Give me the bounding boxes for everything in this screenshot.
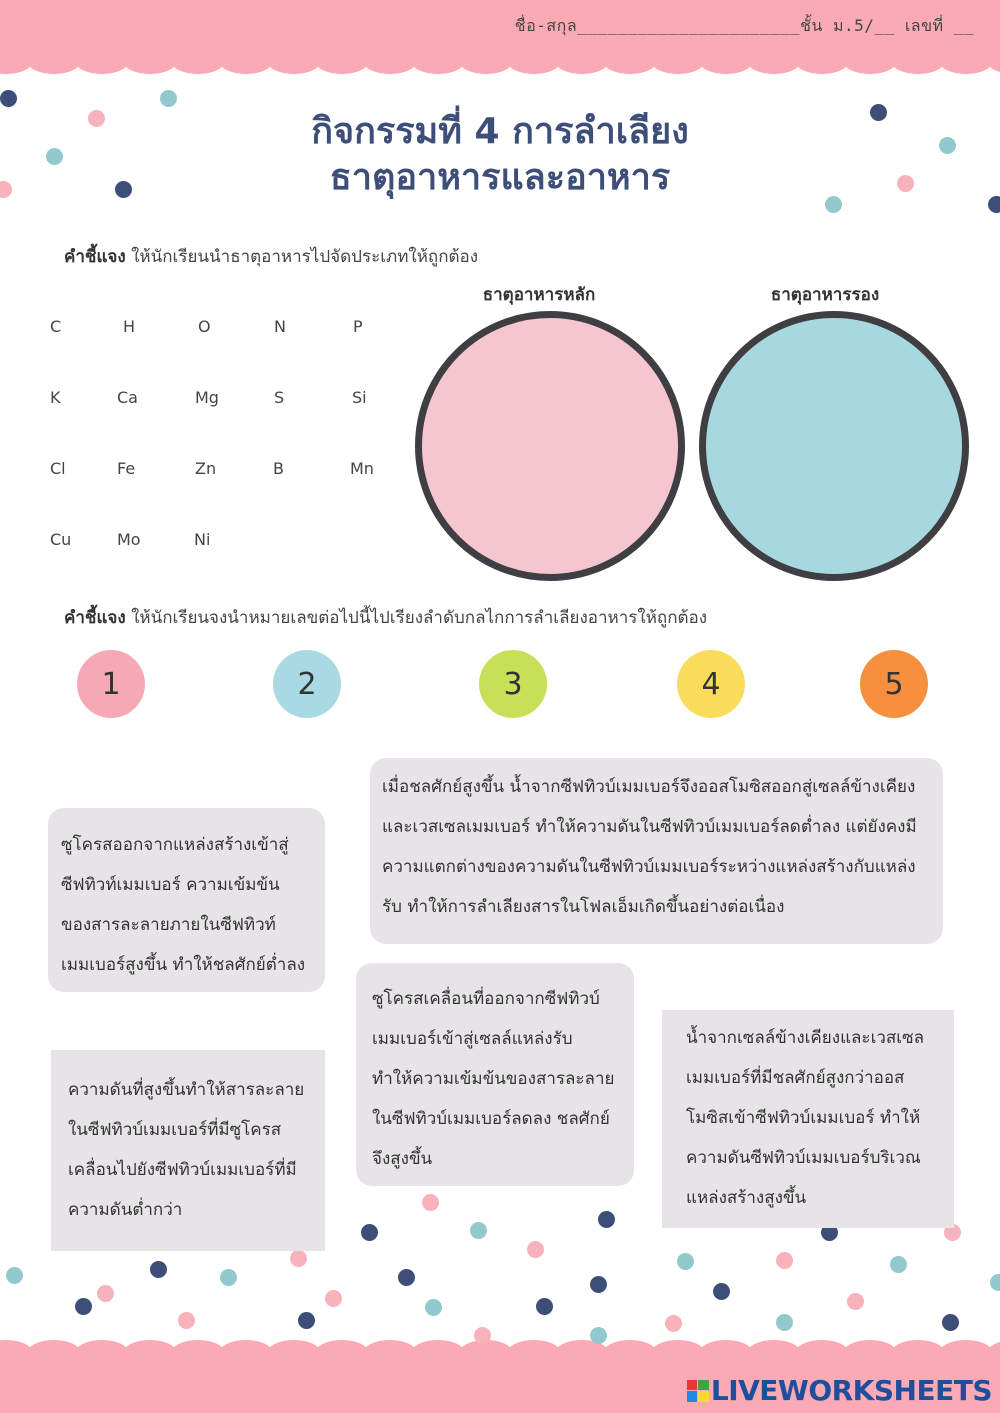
minor-nutrients-drop-zone[interactable] bbox=[699, 311, 969, 581]
dot bbox=[590, 1276, 607, 1293]
page-title-line-1: กิจกรรมที่ 4 การลำเลียง bbox=[311, 111, 689, 152]
instruction-2-label: คำชี้แจง bbox=[64, 608, 126, 628]
major-nutrients-label: ธาตุอาหารหลัก bbox=[482, 285, 596, 305]
step-card-e[interactable] bbox=[662, 1010, 954, 1228]
card-line: และเวสเซลเมมเบอร์ ทำให้ความดันในซีฟทิวบ์เมมเบอร์ลดต่ำลง แต่ยังคงมี bbox=[382, 817, 917, 837]
minor-nutrients-label: ธาตุอาหารรอง bbox=[770, 285, 880, 305]
scallop bbox=[316, 50, 368, 74]
scallop bbox=[604, 50, 656, 74]
element-item[interactable]: N bbox=[274, 317, 286, 336]
dot bbox=[422, 1194, 439, 1211]
student-info-line: ชื่อ-สกุล______________________ชั้น ม.5/__ เลขที่ __ bbox=[514, 16, 974, 35]
dot bbox=[160, 90, 177, 107]
element-item[interactable]: H bbox=[123, 317, 136, 336]
dot bbox=[598, 1211, 615, 1228]
element-item[interactable]: Ni bbox=[194, 530, 211, 549]
scallop bbox=[748, 50, 800, 74]
scallop bbox=[652, 50, 704, 74]
element-item[interactable]: Cl bbox=[50, 459, 66, 478]
dot bbox=[290, 1250, 307, 1267]
dot bbox=[847, 1293, 864, 1310]
card-line: ซีฟทิวท์เมมเบอร์ ความเข้มข้น bbox=[61, 875, 280, 895]
instruction-1 bbox=[64, 243, 478, 270]
dot bbox=[713, 1283, 730, 1300]
scallop bbox=[460, 1340, 512, 1364]
element-item[interactable]: Zn bbox=[195, 459, 217, 478]
element-item[interactable]: K bbox=[50, 388, 61, 407]
scallop bbox=[172, 50, 224, 74]
dot bbox=[75, 1298, 92, 1315]
scallop bbox=[556, 50, 608, 74]
card-line: ความดันที่สูงขึ้นทำให้สารละลาย bbox=[68, 1080, 305, 1100]
card-line: โมซิสเข้าซีฟทิวบ์เมมเบอร์ ทำให้ bbox=[686, 1108, 921, 1128]
dot bbox=[590, 1327, 607, 1344]
scallop bbox=[268, 50, 320, 74]
card-line: เคลื่อนไปยังซีฟทิวบ์เมมเบอร์ที่มี bbox=[68, 1160, 297, 1180]
dot bbox=[536, 1298, 553, 1315]
dot bbox=[474, 1327, 491, 1344]
dot bbox=[470, 1222, 487, 1239]
card-line: ในซีฟทิวบ์เมมเบอร์ที่มีซูโครส bbox=[68, 1120, 282, 1140]
dot bbox=[220, 1269, 237, 1286]
dot bbox=[677, 1253, 694, 1270]
scallop bbox=[76, 50, 128, 74]
scallop bbox=[508, 50, 560, 74]
brand-name: LIVEWORKSHEETS bbox=[710, 1374, 992, 1407]
card-line: ในซีฟทิวบ์เมมเบอร์ลดลง ชลศักย์ bbox=[372, 1109, 610, 1129]
number-badge-4[interactable]: 4 bbox=[677, 650, 745, 718]
scallop bbox=[364, 50, 416, 74]
scallop bbox=[172, 1340, 224, 1364]
scallop bbox=[124, 1340, 176, 1364]
scallop bbox=[700, 1340, 752, 1364]
scallop bbox=[940, 50, 992, 74]
card-line: รับ ทำให้การลำเลียงสารในโฟลเอ็มเกิดขึ้นอย่างต่อเนื่อง bbox=[382, 897, 785, 917]
dot bbox=[776, 1314, 793, 1331]
card-line: เมมเบอร์เข้าสู่เซลล์แหล่งรับ bbox=[372, 1029, 573, 1049]
card-line: ความแตกต่างของความดันในซีฟทิวบ์เมมเบอร์ระหว่างแหล่งสร้างกับแหล่ง bbox=[382, 857, 916, 877]
element-item[interactable]: Cu bbox=[50, 530, 72, 549]
card-line: เมื่อชลศักย์สูงขึ้น น้ำจากซีฟทิวบ์เมมเบอร์จึงออสโมซิสออกสู่เซลล์ข้างเคียง bbox=[382, 777, 916, 797]
scallop bbox=[316, 1340, 368, 1364]
card-line: น้ำจากเซลล์ข้างเคียงและเวสเซล bbox=[686, 1028, 925, 1048]
card-line: ทำให้ความเข้มข้นของสารละลาย bbox=[372, 1069, 615, 1089]
element-item[interactable]: Si bbox=[352, 388, 367, 407]
instruction-2 bbox=[64, 604, 707, 631]
card-line: ซูโครสเคลื่อนที่ออกจากซีฟทิวบ์ bbox=[372, 989, 600, 1009]
scallop bbox=[268, 1340, 320, 1364]
card-line: แหล่งสร้างสูงขึ้น bbox=[686, 1188, 807, 1208]
dot bbox=[890, 1256, 907, 1273]
element-item[interactable]: S bbox=[274, 388, 285, 407]
scallop bbox=[796, 1340, 848, 1364]
scallop bbox=[220, 1340, 272, 1364]
number-badge-2[interactable]: 2 bbox=[273, 650, 341, 718]
dot bbox=[990, 1274, 1000, 1291]
scallop bbox=[508, 1340, 560, 1364]
dot bbox=[776, 1252, 793, 1269]
scallop bbox=[892, 1340, 944, 1364]
card-line: ของสารละลายภายในซีฟทิวท์ bbox=[61, 915, 276, 935]
element-item[interactable]: Fe bbox=[117, 459, 136, 478]
element-item[interactable]: Mn bbox=[350, 459, 374, 478]
scallop bbox=[76, 1340, 128, 1364]
number-badge-5[interactable]: 5 bbox=[860, 650, 928, 718]
element-item[interactable]: B bbox=[273, 459, 284, 478]
number-badge-3[interactable]: 3 bbox=[479, 650, 547, 718]
liveworksheets-logo bbox=[687, 1374, 992, 1407]
step-card-c[interactable] bbox=[356, 963, 634, 1186]
card-line: ความดันต่ำกว่า bbox=[68, 1200, 183, 1220]
step-card-b[interactable] bbox=[48, 808, 325, 992]
dot bbox=[398, 1269, 415, 1286]
element-item[interactable]: P bbox=[353, 317, 363, 336]
element-item[interactable]: Mo bbox=[117, 530, 141, 549]
dot bbox=[425, 1299, 442, 1316]
scallop bbox=[700, 50, 752, 74]
dot bbox=[6, 1267, 23, 1284]
scallop bbox=[844, 50, 896, 74]
card-line: ความดันซีฟทิวบ์เมมเบอร์บริเวณ bbox=[686, 1148, 921, 1168]
scallop bbox=[844, 1340, 896, 1364]
number-badge-1[interactable]: 1 bbox=[77, 650, 145, 718]
scallop bbox=[364, 1340, 416, 1364]
dot bbox=[325, 1290, 342, 1307]
scallop bbox=[652, 1340, 704, 1364]
card-line: ซูโครสออกจากแหล่งสร้างเข้าสู่ bbox=[61, 835, 289, 855]
scallop bbox=[28, 1340, 80, 1364]
dot bbox=[665, 1315, 682, 1332]
scallop bbox=[124, 50, 176, 74]
instruction-1-label: คำชี้แจง bbox=[64, 247, 126, 267]
scallop bbox=[940, 1340, 992, 1364]
element-item[interactable]: Ca bbox=[117, 388, 138, 407]
element-item[interactable]: C bbox=[50, 317, 62, 336]
scallop bbox=[220, 50, 272, 74]
step-card-d[interactable] bbox=[51, 1050, 325, 1251]
brand-mark-icon bbox=[687, 1380, 709, 1402]
dot bbox=[0, 90, 17, 107]
card-line: เมมเบอร์ที่มีชลศักย์สูงกว่าออส bbox=[686, 1068, 905, 1088]
scallop bbox=[892, 50, 944, 74]
scallop bbox=[412, 50, 464, 74]
page-title-line-2: ธาตุอาหารและอาหาร bbox=[329, 157, 671, 198]
dot bbox=[178, 1312, 195, 1329]
scallop bbox=[796, 50, 848, 74]
dot bbox=[298, 1312, 315, 1329]
dot bbox=[97, 1285, 114, 1302]
dot bbox=[942, 1314, 959, 1331]
major-nutrients-drop-zone[interactable] bbox=[415, 311, 685, 581]
instruction-1-text: ให้นักเรียนนำธาตุอาหารไปจัดประเภทให้ถูกต้อง bbox=[131, 247, 479, 267]
element-item[interactable]: Mg bbox=[195, 388, 219, 407]
instruction-2-text: ให้นักเรียนจงนำหมายเลขต่อไปนี้ไปเรียงลำดับกลไกการลำเลียงอาหารให้ถูกต้อง bbox=[131, 608, 708, 628]
dot bbox=[527, 1241, 544, 1258]
scallop bbox=[412, 1340, 464, 1364]
step-card-a[interactable] bbox=[370, 758, 943, 944]
card-line: จึงสูงขึ้น bbox=[372, 1149, 433, 1169]
scallop bbox=[28, 50, 80, 74]
scallop bbox=[748, 1340, 800, 1364]
card-line: เมมเบอร์สูงขึ้น ทำให้ชลศักย์ต่ำลง bbox=[61, 955, 306, 975]
scallop bbox=[460, 50, 512, 74]
element-item[interactable]: O bbox=[198, 317, 211, 336]
scallop bbox=[604, 1340, 656, 1364]
dot bbox=[150, 1261, 167, 1278]
dot bbox=[361, 1224, 378, 1241]
